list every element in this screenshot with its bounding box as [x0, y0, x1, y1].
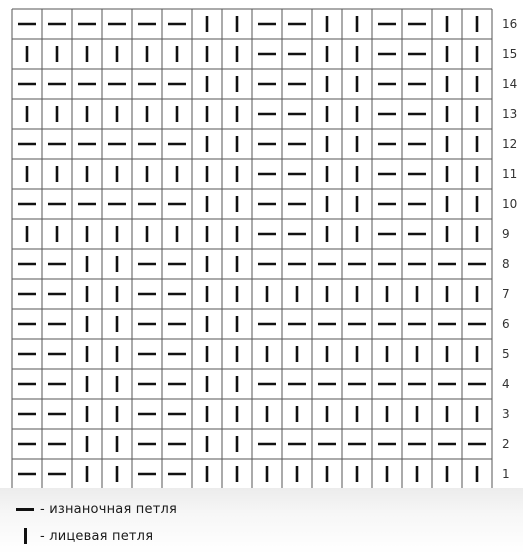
row-number-label: 5 — [502, 347, 510, 361]
row-number-label: 1 — [502, 467, 510, 481]
row-number-label: 6 — [502, 317, 510, 331]
row-number-label: 13 — [502, 107, 518, 121]
legend — [0, 488, 523, 554]
row-number-label: 14 — [502, 77, 518, 91]
legend-label-knit: - лицевая петля — [40, 528, 154, 544]
row-number-label: 4 — [502, 377, 510, 391]
legend-item-knit — [0, 524, 153, 548]
row-number-label: 16 — [502, 17, 518, 31]
row-number-label: 11 — [502, 167, 518, 181]
row-number-label: 3 — [502, 407, 510, 421]
legend-item-purl — [0, 497, 177, 521]
row-number-label: 9 — [502, 227, 510, 241]
row-number-label: 8 — [502, 257, 510, 271]
row-number-label: 15 — [502, 47, 518, 61]
legend-label-purl: - изнаночная петля — [40, 501, 178, 517]
row-number-label: 2 — [502, 437, 510, 451]
row-number-label: 7 — [502, 287, 510, 301]
row-number-label: 10 — [502, 197, 518, 211]
knit-stitch-icon — [0, 524, 40, 548]
purl-stitch-icon — [0, 497, 40, 521]
row-number-label: 12 — [502, 137, 518, 151]
